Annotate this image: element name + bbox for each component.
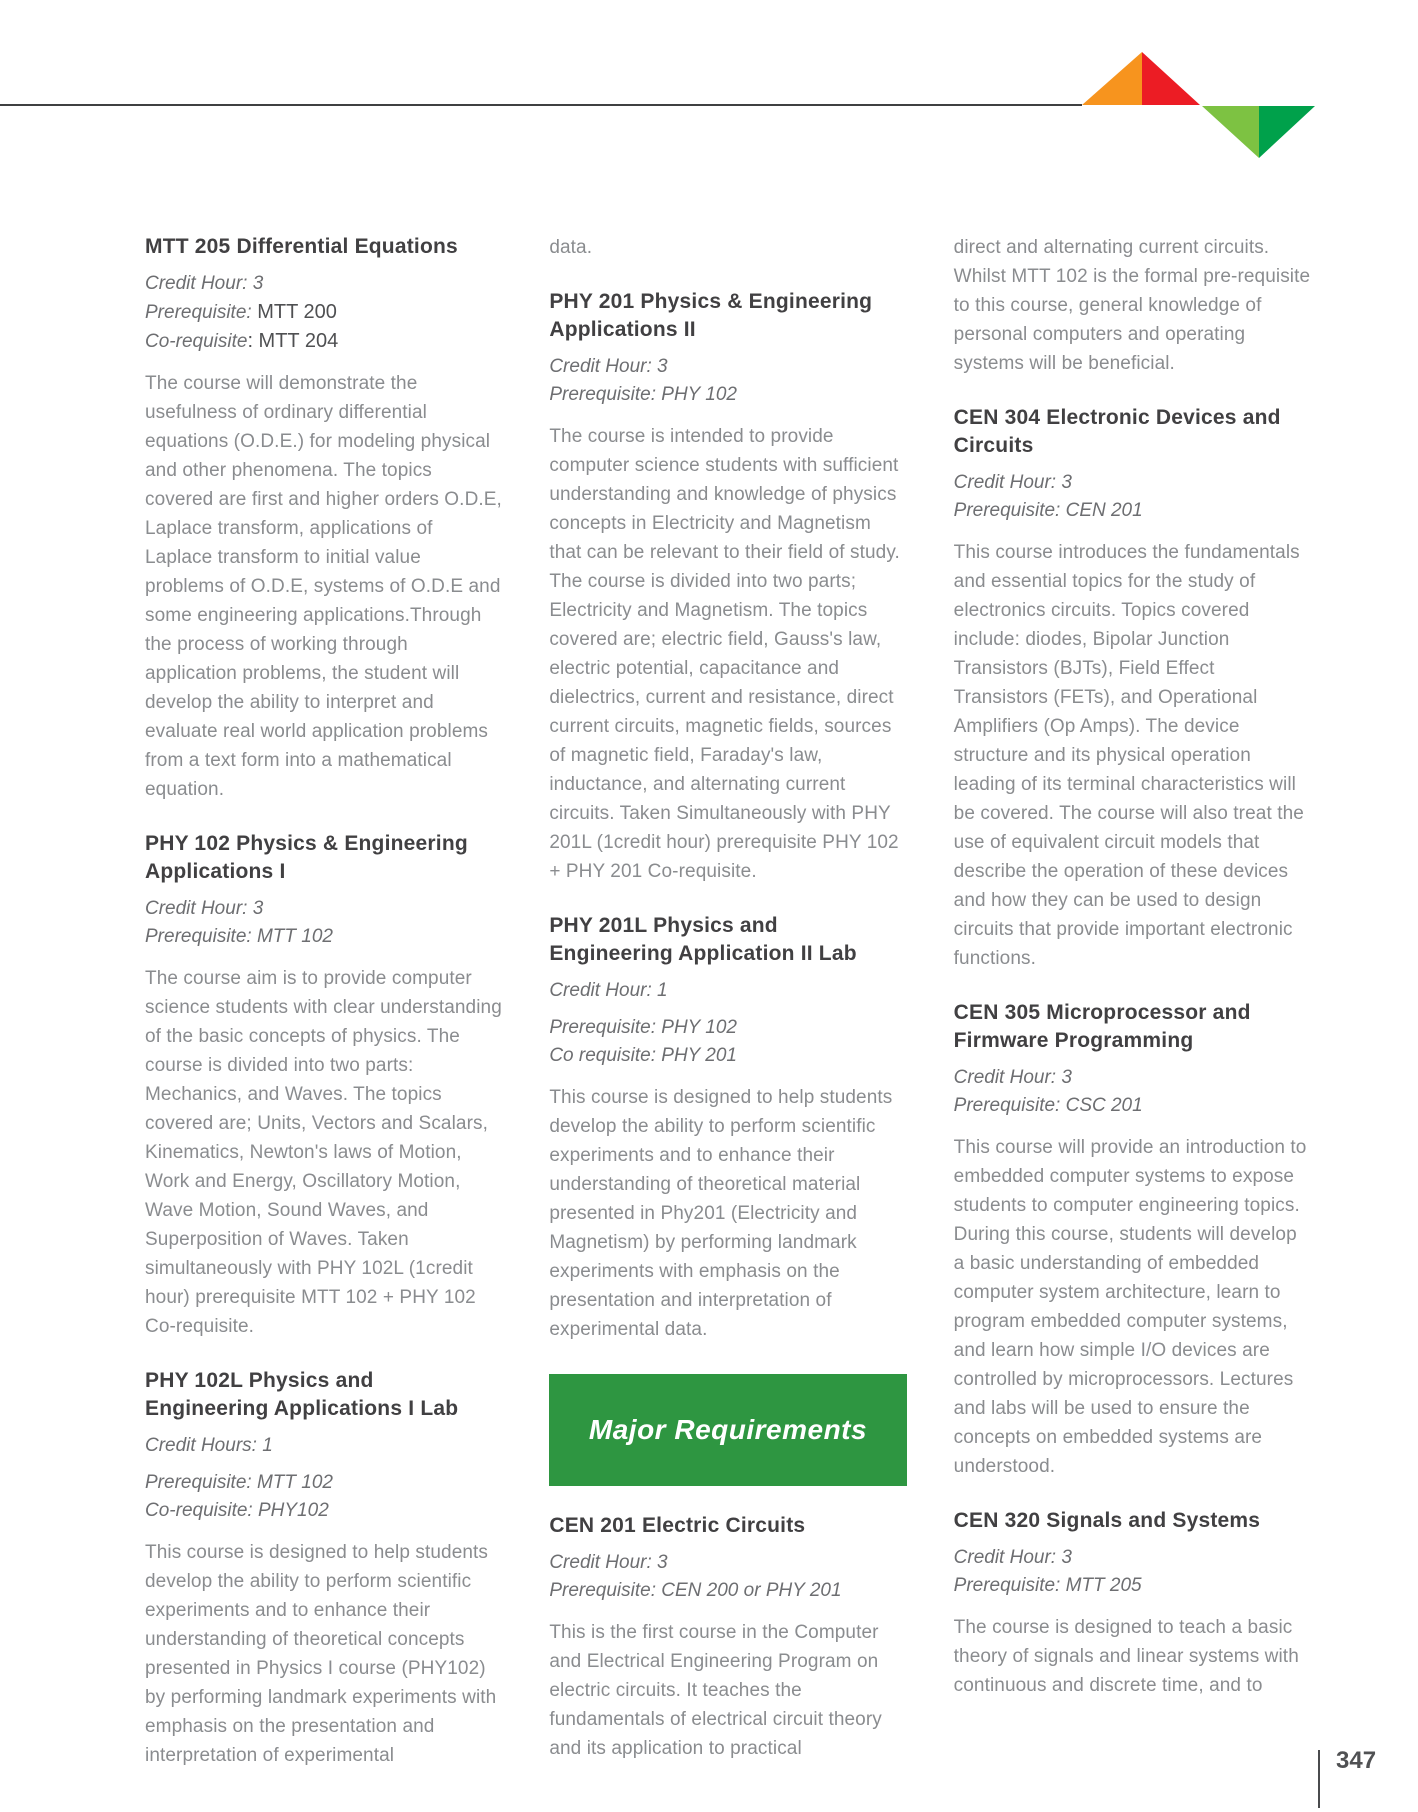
course-description: The course is intended to provide computer science students with sufficient understanding and knowledge of physics concepts in Electricity and Magnetism that can be relevant to their field of study. The course is divided into two parts; Electricity and Magnetism. The topics covered are; electric field, Gauss's law, electric potential, capacitance and dielectrics, current and resistance, direct current circuits, magnetic fields, sources of magnetic field, Faraday's law, inductance, and alternating current circuits. Taken Simultaneously with PHY 201L (1credit hour) prerequisite PHY 102 + PHY 201 Co-requisite. bbox=[549, 426, 900, 882]
meta-segment: Prerequisite: CEN 201 bbox=[953, 500, 1143, 521]
course-meta-group bbox=[954, 1544, 1311, 1600]
meta-segment: Credit Hour: 3 bbox=[953, 472, 1072, 493]
course-entry bbox=[549, 912, 906, 1344]
meta-segment: Prerequisite: bbox=[145, 302, 252, 323]
course-meta-line bbox=[954, 469, 1311, 497]
column-2 bbox=[549, 233, 906, 1770]
course-description: The course will demonstrate the usefulness of ordinary differential equations (O.D.E.) for modeling physical and other phenomena. The topics covered are first and higher orders O.D.E, Laplace transform, applications of Laplace transform to initial value problems of O.D.E, systems of O.D.E and some engineering applications.Through the process of working through application problems, the student will develop the ability to interpret and evaluate real world application problems from a text form into a mathematical equation. bbox=[145, 373, 502, 800]
meta-segment: Credit Hour: 3 bbox=[549, 356, 668, 377]
meta-segment: Prerequisite: PHY 102 bbox=[549, 1017, 737, 1038]
header-rule bbox=[0, 104, 1082, 106]
course-entry bbox=[954, 999, 1311, 1481]
course-title: PHY 201 Physics & Engineering Applications II bbox=[549, 290, 873, 341]
course-meta-line bbox=[549, 381, 906, 409]
course-meta-line bbox=[145, 923, 502, 951]
continuation-paragraph: data. bbox=[549, 237, 593, 258]
course-entry bbox=[549, 1512, 906, 1763]
course-title: CEN 305 Microprocessor and Firmware Programming bbox=[953, 1001, 1251, 1052]
meta-segment: Prerequisite: MTT 205 bbox=[953, 1575, 1142, 1596]
meta-segment: Credit Hour: 3 bbox=[145, 273, 264, 294]
meta-segment: Credit Hour: 3 bbox=[953, 1547, 1072, 1568]
course-meta-line bbox=[549, 1549, 906, 1577]
course-meta-group bbox=[145, 1469, 502, 1525]
course-meta-line bbox=[549, 1014, 906, 1042]
meta-segment: Prerequisite: CSC 201 bbox=[953, 1095, 1143, 1116]
course-title: CEN 320 Signals and Systems bbox=[953, 1509, 1261, 1532]
logo-triangle-orange bbox=[1082, 52, 1142, 105]
content-columns bbox=[145, 233, 1311, 1770]
course-meta-line bbox=[954, 1064, 1311, 1092]
course-meta-line bbox=[145, 1497, 502, 1525]
meta-segment: : MTT 204 bbox=[247, 330, 339, 352]
course-meta-group bbox=[954, 1064, 1311, 1120]
meta-segment: Credit Hour: 3 bbox=[549, 1552, 668, 1573]
course-title: PHY 102 Physics & Engineering Applications I bbox=[145, 832, 468, 883]
course-meta bbox=[145, 270, 502, 356]
course-meta-line bbox=[549, 1577, 906, 1605]
course-meta bbox=[549, 353, 906, 409]
logo-triangle-dark-green bbox=[1259, 106, 1315, 158]
course-meta-line bbox=[145, 1469, 502, 1497]
banner-label: Major Requirements bbox=[588, 1414, 868, 1445]
course-meta-line bbox=[954, 497, 1311, 525]
course-meta bbox=[954, 469, 1311, 525]
course-meta-group bbox=[549, 1549, 906, 1605]
course-meta-line bbox=[145, 270, 502, 298]
column-1 bbox=[145, 233, 502, 1770]
course-meta-line bbox=[145, 327, 502, 356]
course-meta-line bbox=[145, 895, 502, 923]
course-description: This course will provide an introduction to embedded computer systems to expose students to computer engineering topics. During this course, students will develop a basic understanding of embedded computer system architecture, learn to program embedded computer systems, and learn how simple I/O devices are controlled by microprocessors. Lectures and labs will be used to ensure the concepts on embedded systems are understood. bbox=[953, 1137, 1307, 1477]
course-entry bbox=[954, 404, 1311, 973]
course-description: This is the first course in the Computer and Electrical Engineering Program on electric circuits. It teaches the fundamentals of electrical circuit theory and its application to practical bbox=[549, 1622, 882, 1759]
meta-segment: Prerequisite: CEN 200 or PHY 201 bbox=[549, 1580, 842, 1601]
course-meta-group bbox=[145, 1432, 502, 1460]
meta-segment: Credit Hour: 1 bbox=[549, 980, 668, 1001]
course-entry bbox=[145, 1367, 502, 1770]
meta-segment: Co-requisite: PHY102 bbox=[145, 1500, 329, 1521]
meta-segment: Prerequisite: PHY 102 bbox=[549, 384, 737, 405]
course-meta bbox=[145, 895, 502, 951]
course-title: PHY 201L Physics and Engineering Application II Lab bbox=[549, 914, 857, 965]
course-title: PHY 102L Physics and Engineering Applications I Lab bbox=[145, 1369, 459, 1420]
course-entry bbox=[145, 233, 502, 804]
course-description: The course aim is to provide computer science students with clear understanding of the basic concepts of physics. The course is divided into two parts: Mechanics, and Waves. The topics covered are; Units, Vectors and Scalars, Kinematics, Newton's laws of Motion, Work and Energy, Oscillatory Motion, Wave Motion, Sound Waves, and Superposition of Waves. Taken simultaneously with PHY 102L (1credit hour) prerequisite MTT 102 + PHY 102 Co-requisite. bbox=[145, 968, 502, 1337]
continuation-paragraph: direct and alternating current circuits. Whilst MTT 102 is the formal pre-requisite to this course, general knowledge of personal computers and operating systems will be beneficial. bbox=[953, 237, 1311, 374]
course-title: CEN 304 Electronic Devices and Circuits bbox=[953, 406, 1281, 457]
course-description: The course is designed to teach a basic theory of signals and linear systems with continuous and discrete time, and to bbox=[953, 1617, 1299, 1696]
column-3 bbox=[954, 233, 1311, 1770]
course-meta-group bbox=[549, 977, 906, 1005]
university-logo bbox=[1082, 52, 1315, 158]
course-meta-line bbox=[954, 1572, 1311, 1600]
meta-segment: Credit Hour: 3 bbox=[145, 898, 264, 919]
course-meta-group bbox=[954, 469, 1311, 525]
meta-segment: Co-requisite bbox=[145, 331, 248, 352]
logo-triangle-light-green bbox=[1202, 106, 1259, 158]
footer-rule bbox=[1318, 1750, 1320, 1808]
course-meta-line bbox=[954, 1092, 1311, 1120]
course-description: This course is designed to help students develop the ability to perform scientific experiments and to enhance their understanding of theoretical material presented in Phy201 (Electricity and Magnetism) by performing landmark experiments with emphasis on the presentation and interpretation of experimental data. bbox=[549, 1087, 893, 1340]
course-title: MTT 205 Differential Equations bbox=[145, 235, 458, 258]
course-meta-line bbox=[549, 353, 906, 381]
meta-segment: Credit Hours: 1 bbox=[145, 1435, 273, 1456]
course-meta-group bbox=[549, 353, 906, 409]
course-meta-line bbox=[145, 1432, 502, 1460]
meta-segment: Prerequisite: MTT 102 bbox=[145, 1472, 333, 1493]
course-entry bbox=[549, 288, 906, 886]
course-meta bbox=[549, 1549, 906, 1605]
course-entry bbox=[145, 830, 502, 1341]
course-meta-group bbox=[145, 895, 502, 951]
course-description: This course is designed to help students develop the ability to perform scientific experiments and to enhance their understanding of theoretical concepts presented in Physics I course (PHY102) by performing landmark experiments with emphasis on the presentation and interpretation of experimental bbox=[145, 1542, 497, 1766]
course-meta-group bbox=[145, 270, 502, 356]
meta-segment: Credit Hour: 3 bbox=[953, 1067, 1072, 1088]
logo-triangle-red bbox=[1142, 52, 1200, 105]
course-title: CEN 201 Electric Circuits bbox=[549, 1514, 806, 1537]
course-meta-group bbox=[549, 1014, 906, 1070]
course-meta-line bbox=[549, 977, 906, 1005]
course-meta-line bbox=[549, 1042, 906, 1070]
course-meta-line bbox=[145, 298, 502, 327]
course-description: This course introduces the fundamentals and essential topics for the study of electronics circuits. Topics covered include: diodes, Bipolar Junction Transistors (BJTs), Field Effect Transistors (FETs), and Operational Amplifiers (Op Amps). The device structure and its physical operation leading of its terminal characteristics will be covered. The course will also treat the use of equivalent circuit models that describe the operation of these devices and how they can be used to design circuits that provide important electronic functions. bbox=[953, 542, 1304, 969]
meta-segment: MTT 200 bbox=[251, 301, 337, 323]
course-meta bbox=[954, 1064, 1311, 1120]
course-meta-line bbox=[954, 1544, 1311, 1572]
major-requirements-banner bbox=[549, 1374, 906, 1486]
page-number: 347 bbox=[1336, 1747, 1377, 1774]
course-meta bbox=[145, 1432, 502, 1525]
meta-segment: Prerequisite: MTT 102 bbox=[145, 926, 333, 947]
meta-segment: Co requisite: PHY 201 bbox=[549, 1045, 737, 1066]
course-meta bbox=[954, 1544, 1311, 1600]
course-meta bbox=[549, 977, 906, 1070]
course-entry bbox=[954, 1507, 1311, 1700]
